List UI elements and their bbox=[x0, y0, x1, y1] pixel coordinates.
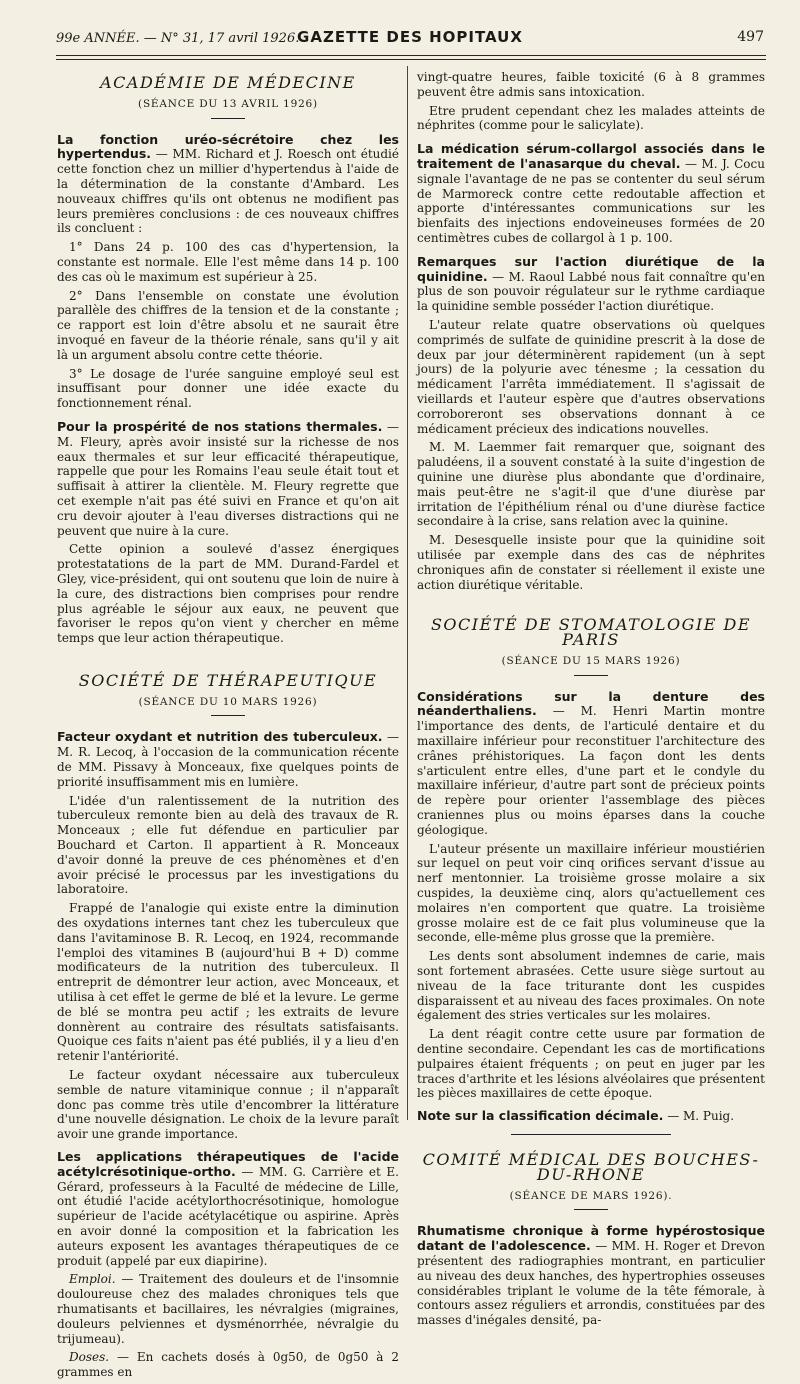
right-column bbox=[417, 70, 765, 1332]
paragraph: Emploi. — Traitement des douleurs et de l'insomnie douloureuse chez des malades chroniques tels que rhumatisants et bacillaires, les névralgies (migraines, douleurs pelviennes et dysménorrhée, névralgie du trijumeau). bbox=[57, 1272, 399, 1346]
article-title: Considérations sur la denture des néanderthaliens. bbox=[417, 688, 765, 719]
journal-title: GAZETTE DES HOPITAUX bbox=[297, 28, 523, 46]
paragraph: Les dents sont absolument indemnes de carie, mais sont fortement abrasées. Cette usure siège surtout au niveau de la face triturante dont les cuspides disparaissent et au niveau des faces proximales. On note également des stries verticales sur les molaires. bbox=[417, 949, 765, 1023]
academie-heading: ACADÉMIE DE MÉDECINE bbox=[100, 73, 356, 92]
bouches-seance: (SÉANCE DE MARS 1926). bbox=[509, 1189, 673, 1202]
paragraph: M. M. Laemmer fait remarquer que, soignant des paludéens, il a souvent constaté à la suite d'ingestion de quinine une diurèse plus abondante que d'ordinaire, mais peut-être ne s'agit-il que d'une diurèse par irritation de l'épithélium rénal ou d'une diurèse factice secondaire à la crise, sans relation avec la quinine. bbox=[417, 440, 765, 529]
article-title: Pour la prospérité de nos stations thermales. bbox=[57, 418, 383, 434]
paragraph: M. Desesquelle insiste pour que la quinidine soit utilisée par exemple dans des cas de néphrites chroniques afin de constater si réellement il existe une action diurétique véritable. bbox=[417, 533, 765, 592]
header-rule-top bbox=[56, 55, 766, 56]
article-text: — MM. G. Carrière et E. Gérard, professeurs à la Faculté de médecine de Lille, ont étudié l'acide acétylorthocrésotinique, homologue supérieur de l'acide acétylacétique ou aspirine. Après en avoir donné la composition et la fabrication les auteurs exposent les avantages thérapeutiques de ce produit (appelé par eux diapirine). bbox=[57, 1164, 399, 1268]
paragraph: L'auteur relate quatre observations où quelques comprimés de sulfate de quinidine prescrit à la dose de deux par jour déterminèrent rapidement (un à sept jours) de la polyurie avec ténesme ; la cessation du médicament l'arrêta immédiatement. Il s'agissait de vieillards et l'auteur espère que d'autres observations corroboreront ses observations donnant à ce médicament précieux des indications nouvelles. bbox=[417, 317, 765, 436]
article-title: Les applications thérapeutiques de l'acide acétylcrésotinique-ortho. bbox=[57, 1149, 399, 1179]
article-acide bbox=[57, 1150, 399, 1268]
article-title: La médication sérum-collargol associés dans le traitement de l'anasarque du cheval. bbox=[417, 141, 765, 171]
paragraph: Etre prudent cependant chez les malades atteints de néphrites (comme pour le salicylate). bbox=[417, 103, 765, 133]
paragraph: 3° Le dosage de l'urée sanguine employé seul est insuffisant pour donner une idée exacte du fonctionnement rénal. bbox=[57, 366, 399, 411]
article-text: — M. R. Lecoq, à l'occasion de la communication récente de MM. Pissavy à Monceaux, fixe quelques points de priorité insuffisamment mis en lumière. bbox=[57, 730, 399, 789]
article-text: — MM. H. Roger et Drevon présentent des radiographies montrant, en particulier au niveau des deux hanches, des hypertrophies osseuses considérables triplant le volume de la tête fémorale, à contours assez réguliers et arrondis, constituées par des masses d'inégales densité, pa- bbox=[417, 1239, 765, 1328]
article-stations bbox=[57, 420, 399, 538]
article-title: Note sur la classification décimale. bbox=[417, 1108, 664, 1124]
short-rule bbox=[211, 715, 245, 716]
paragraph: L'auteur présente un maxillaire inférieur moustiérien sur lequel on peut voir cinq orifices servant d'issue au nerf mentonnier. La troisième grosse molaire a six cuspides, la deuxième cinq, alors qu'actuellement ces molaires n'en comportent que quatre. La troisième grosse molaire est de ce fait plus volumineuse que la seconde, elle-même plus grosse que la première. bbox=[417, 841, 765, 945]
article-text: — M. Puig. bbox=[663, 1109, 735, 1124]
article-facteur bbox=[57, 730, 399, 789]
paragraph: L'idée d'un ralentissement de la nutrition des tuberculeux remonte bien au delà des travaux de R. Monceaux ; elle fut défendue en particulier par Bouchard et Carton. Il appartient à R. Monceaux d'avoir donné la preuve de ces phénomènes et d'en avoir précisé le processus par les investigations du laboratoire. bbox=[57, 793, 399, 897]
issue-info: 99e ANNÉE. — N° 31, 17 avril 1926. bbox=[56, 31, 300, 46]
paragraph: 2° Dans l'ensemble on constate une évolution parallèle des chiffres de la tension et de la constante ; ce rapport est loin d'être absolu et ne saurait être invoqué en faveur de la théorie rénale, sans qu'il y ait là un argument absolu contre cette théorie. bbox=[57, 288, 399, 362]
article-classification bbox=[417, 1109, 765, 1124]
paragraph: 1° Dans 24 p. 100 des cas d'hypertension, la constante est normale. Elle l'est même dans 14 p. 100 des cas où le maximum est supérieur à 25. bbox=[57, 240, 399, 284]
therapeutique-heading: SOCIÉTÉ DE THÉRAPEUTIQUE bbox=[78, 670, 378, 690]
article-text: — M. Raoul Labbé nous fait connaître qu'en plus de son pouvoir régulateur sur le rythme cardiaque la quinidine semble posséder l'action diurétique. bbox=[417, 269, 765, 314]
paragraph: vingt-quatre heures, faible toxicité (6 à 8 grammes peuvent être admis sans intoxication. bbox=[417, 70, 765, 99]
paragraph: Le facteur oxydant nécessaire aux tuberculeux semble de nature vitaminique connue ; il n'apparaît donc pas comme très utile d'encombrer la littérature d'une nouvelle désignation. Le choix de la levure paraît avoir une grande importance. bbox=[57, 1068, 399, 1142]
therapeutique-seance: (SÉANCE DU 10 MARS 1926) bbox=[138, 695, 318, 708]
article-title: Facteur oxydant et nutrition des tuberculeux. bbox=[57, 729, 383, 745]
label-emploi: Emploi. bbox=[69, 1272, 116, 1287]
left-column bbox=[57, 70, 399, 1384]
header-rule-bottom bbox=[56, 59, 766, 60]
stomatologie-heading: SOCIÉTÉ DE STOMATOLOGIE DE PARIS bbox=[430, 615, 752, 650]
short-rule bbox=[211, 118, 245, 119]
bouches-heading: COMITÉ MÉDICAL DES BOUCHES-DU-RHONE bbox=[422, 1150, 760, 1184]
article-title: La fonction uréo-sécrétoire chez les hypertendus. bbox=[57, 131, 399, 162]
article-text: — M. J. Cocu signale l'avantage de ne pas se contenter du seul sérum de Marmoreck contre cette redoutable affection et apporte d'intéressantes communications sur les bienfaits des injections endoveineuses formées de 20 centimètres cubes de collargol à 1 p. 100. bbox=[417, 156, 765, 245]
article-title: Rhumatisme chronique à forme hypérostosique datant de l'adolescence. bbox=[417, 1223, 765, 1254]
article-collargol bbox=[417, 142, 765, 246]
article-text: — M. Fleury, après avoir insisté sur la richesse de nos eaux thermales et sur leur efficacité thérapeutique, rappelle que pour les Romains l'eau seule était tout et suffisait à attirer la clientèle. M. Fleury regrette que cet exemple n'ait pas été suivi en France et qu'on ait cru devoir ajouter à l'eau diverses distractions qui ne peuvent que nuire à la cure. bbox=[57, 419, 399, 538]
article-title: Remarques sur l'action diurétique de la quinidine. bbox=[417, 253, 765, 284]
section-rule bbox=[511, 1134, 671, 1135]
paragraph: Cette opinion a soulevé d'assez énergiques protestatations de la part de MM. Durand-Fardel et Gley, vice-président, qui ont soutenu que loin de nuire à la cure, des distractions bien comprises pour rendre plus agréable le séjour aux eaux, ne peuvent que favoriser le repos qu'on vient y chercher en même temps que leur action thérapeutique. bbox=[57, 542, 399, 646]
short-rule bbox=[574, 675, 608, 676]
academie-seance: (SÉANCE DU 13 AVRIL 1926) bbox=[138, 97, 318, 110]
column-divider bbox=[407, 66, 408, 1120]
paragraph: La dent réagit contre cette usure par formation de dentine secondaire. Cependant les cas de mortifications pulpaires étaient fréquents ; on peut en juger par les traces d'arthrite et les lésions alvéolaires que présentent les pièces maxillaires de cette époque. bbox=[417, 1027, 765, 1101]
paragraph: Doses. — En cachets dosés à 0g50, de 0g50 à 2 grammes en bbox=[57, 1350, 399, 1380]
article-text: — M. Henri Martin montre l'importance des dents, de l'articulé dentaire et du maxillaire inférieur pour reconstituer l'architecture des crânes préhistoriques. La façon dont les dents s'articulent entre elles, d'une part et le condyle du maxillaire inférieur, d'autre part sont de précieux points de repère pour orienter l'assemblage des pièces craniennes plus ou moins éparses dans la couche géologique. bbox=[417, 704, 765, 837]
stomatologie-seance: (SÉANCE DU 15 MARS 1926) bbox=[501, 654, 681, 667]
page-number: 497 bbox=[737, 29, 764, 45]
article-text: — MM. Richard et J. Roesch ont étudié cette fonction chez un millier d'hypertendus à l'aide de la détermination de la constante d'Ambard. Les nouveaux chiffres qu'ils ont obtenus ne modifient pas leurs premières conclusions : de ces nouveaux chiffres ils concluent : bbox=[57, 147, 399, 236]
running-header bbox=[56, 25, 764, 51]
article-rhumatisme bbox=[417, 1224, 765, 1328]
paragraph: Frappé de l'analogie qui existe entre la diminution des oxydations internes tant chez les tuberculeux que dans l'avitaminose B. R. Lecoq, en 1924, recommande l'emploi des vitamines B (aujourd'hui B + D) comme modificateurs de la nutrition des tuberculeux. Il entreprit de démontrer leur action, avec Monceaux, et utilisa à cet effet le germe de blé et la levure. Le germe de blé se montra peu actif ; les extraits de levure donnèrent au contraire des résultats satisfaisants. Quoique ces faits n'aient pas été publiés, il y a lieu d'en retenir l'antériorité. bbox=[57, 901, 399, 1064]
article-quinidine bbox=[417, 255, 765, 314]
article-neanderthal bbox=[417, 690, 765, 838]
short-rule bbox=[574, 1209, 608, 1210]
article-uree bbox=[57, 133, 399, 237]
label-doses: Doses. bbox=[69, 1350, 110, 1365]
